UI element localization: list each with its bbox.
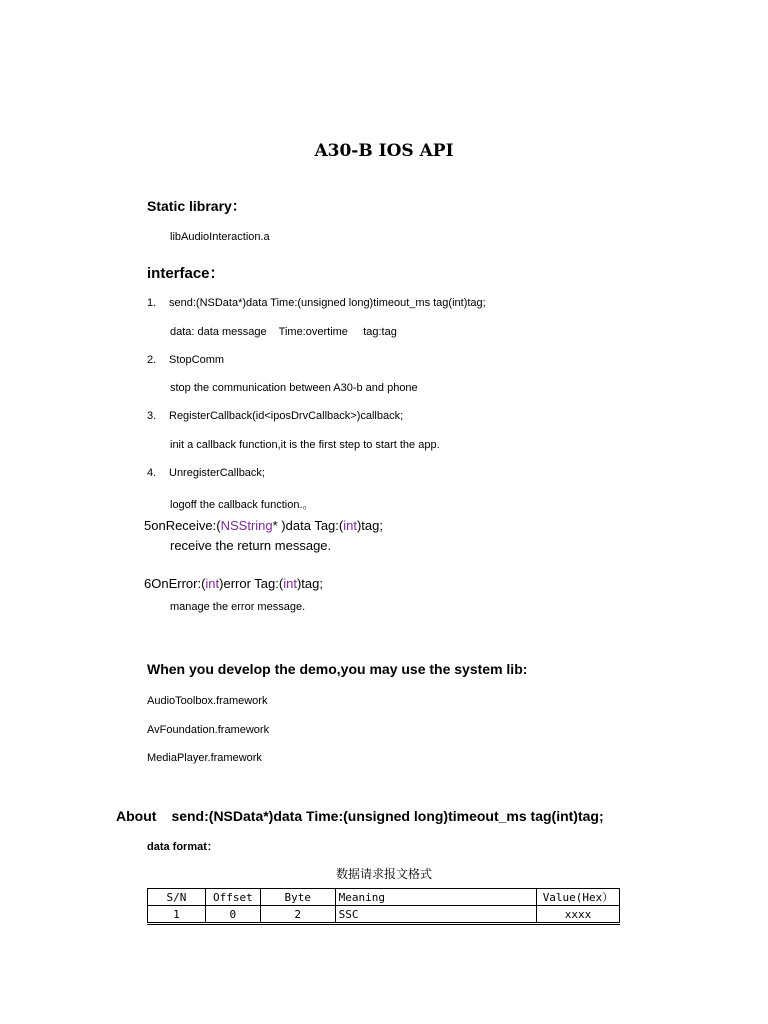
- static-library-heading: Static library：: [147, 198, 246, 214]
- item5-prefix: 5onReceive:(: [144, 518, 221, 533]
- interface-item-1-desc: data: data message Time:overtime tag:tag: [170, 326, 397, 338]
- interface-item-1: [147, 297, 486, 309]
- about-heading: [116, 808, 604, 824]
- data-format-label: data format：: [147, 841, 218, 853]
- document-title: A30-B IOS API: [314, 141, 454, 161]
- header-meaning: Meaning: [335, 889, 536, 906]
- about-signature: send:(NSData*)data Time:(unsigned long)timeout_ms tag(int)tag;: [171, 808, 604, 824]
- interface-item-2-desc: stop the communication between A30-b and phone: [170, 382, 418, 394]
- interface-item-4-desc: logoff the callback function.。: [170, 499, 314, 511]
- item6-mid: )error Tag:(: [219, 576, 284, 591]
- interface-item-3: [147, 410, 403, 422]
- item-number: 2.: [147, 354, 157, 366]
- interface-item-5: [144, 518, 383, 533]
- data-format-table: [147, 888, 620, 925]
- interface-item-2: [147, 354, 224, 366]
- item-signature: RegisterCallback(id<iposDrvCallback>)callback;: [169, 410, 404, 422]
- header-value: Value(Hex）: [536, 889, 619, 906]
- item-signature: UnregisterCallback;: [169, 467, 265, 479]
- item6-keyword-int-2: int: [283, 576, 297, 591]
- item6-suffix: )tag;: [296, 576, 323, 591]
- item5-keyword-int: int: [343, 518, 357, 533]
- item6-prefix: 6OnError:(: [144, 576, 206, 591]
- cell-meaning: SSC: [335, 906, 536, 924]
- interface-item-3-desc: init a callback function,it is the first step to start the app.: [170, 439, 440, 451]
- system-lib-item: MediaPlayer.framework: [147, 752, 262, 764]
- static-library-file: libAudioInteraction.a: [170, 231, 270, 243]
- item-signature: StopComm: [169, 354, 225, 366]
- interface-item-4: [147, 467, 265, 479]
- item-number: 4.: [147, 467, 157, 479]
- item-signature: send:(NSData*)data Time:(unsigned long)timeout_ms tag(int)tag;: [169, 297, 486, 309]
- table-header-row: [148, 889, 620, 906]
- interface-item-6: [144, 576, 323, 591]
- cell-offset: 0: [205, 906, 260, 924]
- item5-mid: * )data Tag:(: [272, 518, 344, 533]
- cell-value: xxxx: [536, 906, 619, 924]
- system-lib-item: AvFoundation.framework: [147, 724, 270, 736]
- item5-keyword-type: NSString: [220, 518, 273, 533]
- header-offset: Offset: [205, 889, 260, 906]
- table-row: [148, 906, 620, 924]
- interface-heading: interface：: [147, 265, 225, 282]
- header-sn: S/N: [148, 889, 206, 906]
- header-byte: Byte: [260, 889, 335, 906]
- item5-suffix: )tag;: [356, 518, 383, 533]
- system-lib-heading: When you develop the demo,you may use the system lib:: [147, 661, 528, 677]
- item-number: 1.: [147, 297, 157, 309]
- item6-keyword-int: int: [205, 576, 220, 591]
- item-number: 3.: [147, 410, 157, 422]
- cell-byte: 2: [260, 906, 335, 924]
- about-label: About: [116, 808, 157, 824]
- system-lib-item: AudioToolbox.framework: [147, 695, 268, 707]
- cell-sn: 1: [148, 906, 206, 924]
- table-caption: 数据请求报文格式: [335, 867, 432, 881]
- interface-item-5-desc: receive the return message.: [170, 538, 332, 553]
- interface-item-6-desc: manage the error message.: [170, 601, 306, 613]
